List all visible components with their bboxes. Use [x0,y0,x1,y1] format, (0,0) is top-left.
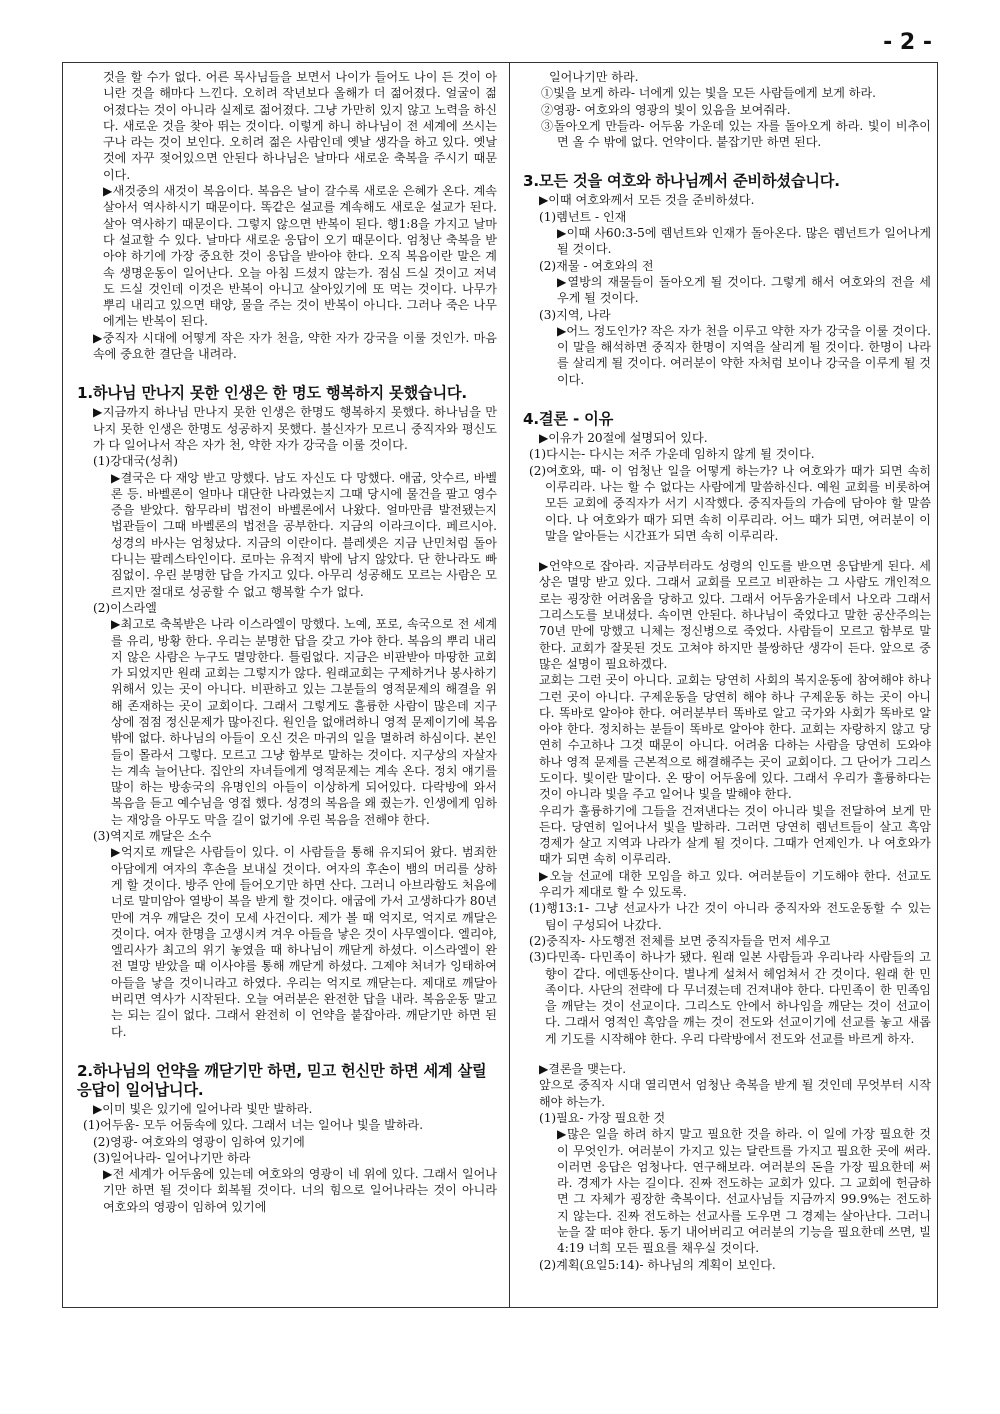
paragraph: (1)행13:1- 그냥 선교사가 나간 것이 아니라 중직자와 전도운동할 수 있는 팀이 구성되어 나갔다. [529,901,931,932]
paragraph: ▶이유가 20절에 설명되어 있다. [539,431,708,446]
paragraph: 것을 할 수가 없다. 어른 목사님들을 보면서 나이가 들어도 나이 든 것이 아니란 것을 해마다 느낀다. 오히려 작년보다 올해가 더 젊어졌다. 얼굴이 젊어졌다는 것이 아니라 실제로 젊어졌다. 그냥 가만히 있지 않고 노력을 하신다. 새로운 것을 찾아 뛰는 것이다. 이렇게 하니 하나님이 전 세계에 쓰시는구나 라는 것이 보인다. 오히려 젊은 사람인데 옛날 생각을 하고 있다. 옛날 것에 자꾸 젖어있으면 안된다 하나님은 날마다 새로운 축복을 주시기 때문이다. [103,70,497,182]
paragraph: 앞으로 중직자 시대 열리면서 엄청난 축복을 받게 될 것인데 무엇부터 시작해야 하는가. [539,1078,931,1109]
paragraph: ▶이미 빛은 있기에 일어나라 빛만 발하라. [93,1101,313,1116]
spacer [523,1047,931,1061]
paragraph: ①빛을 보게 하라- 너에게 있는 빛을 모든 사람들에게 보게 하라. [541,86,877,101]
document-frame [62,62,938,1308]
paragraph: 우리가 훌륭하기에 그들을 건져낸다는 것이 아니라 빛을 전달하여 보게 만든다. 당연히 일어나서 빛을 발하라. 그러면 당연히 렘넌트들이 살고 흑암경제가 살고 지역과 나라가 살게 될 것이다. 그때가 언제인가. 나 여호와가 때가 되면 속히 이루리라. [539,803,931,867]
section-heading: 1.하나님 만나지 못한 인생은 한 명도 행복하지 못했습니다. [77,384,467,403]
paragraph: ▶중직자 시대에 어떻게 작은 자가 천을, 약한 자가 강국을 이룰 것인가. 마음속에 중요한 결단을 내려라. [93,330,497,362]
right-column [523,69,931,1301]
paragraph: ▶이때 사60:3-5에 렘넌트와 인재가 돌아온다. 많은 렘넌트가 일어나게 될 것이다. [557,226,931,257]
paragraph: (1)강대국(성취) [93,454,178,469]
paragraph: ▶새것중의 새것이 복음이다. 복음은 날이 갈수록 새로운 은혜가 온다. 계속 살아서 역사하시기 때문이다. 똑같은 설교를 계속해도 새로운 설교가 된다. 살아 역사하기 때문이다. 그렇지 않으면 반복이 된다. 행1:8을 가지고 날마다 설교할 수 있다. 날마다 새로운 응답이 오기 때문이다. 엄청난 축복을 받아야 하기에 가장 중요한 것이 응답을 받아야 한다. 오직 복음이란 말은 계속 생명운동이 일어난다. 오늘 아침 드셨지 않는가. 점심 드실 것이고 저녁도 드실 것인데 이것은 반복이 아니고 살아있기에 또 먹는 것이다. 나무가 뿌리 내리고 있으면 태양, 물을 주는 것이 반복이 아니다. 그러나 죽은 나무에게는 반복이 된다. [103,184,497,329]
paragraph: (2)계획(요일5:14)- 하나님의 계획이 보인다. [539,1257,776,1272]
spacer [523,544,931,558]
paragraph: ③돌아오게 만들라- 어두움 가운데 있는 자를 돌아오게 하라. 빛이 비추이면 올 수 밖에 없다. 언약이다. 붙잡기만 하면 된다. [541,118,931,150]
paragraph: ▶열방의 재물들이 돌아오게 될 것이다. 그렇게 해서 여호와의 전을 세우게 될 것이다. [557,274,931,306]
left-column [77,69,497,1301]
paragraph: (3)일어나라- 일어나기만 하라 [93,1150,251,1165]
paragraph: ②영광- 여호와의 영광의 빛이 있음을 보여줘라. [541,102,791,117]
paragraph: ▶지금까지 하나님 만나지 못한 인생은 한명도 행복하지 못했다. 하나님을 만나지 못한 인생은 한명도 성공하지 못했다. 불신자가 모르니 중직자와 평신도가 다 일어나서 작은 자가 천, 약한 자가 강국을 이룰 것이다. [93,405,497,452]
section-heading: 2.하나님의 언약을 깨닫기만 하면, 믿고 헌신만 하면 세계 살릴 응답이 일어납니다. [77,1061,487,1099]
paragraph: (2)이스라엘 [93,600,157,615]
paragraph: ▶결론을 맺는다. [539,1062,627,1077]
paragraph: ▶억지로 깨달은 사람들이 있다. 이 사람들을 통해 유지되어 왔다. 범죄한 아담에게 여자의 후손을 보내실 것이다. 여자의 후손이 뱀의 머리를 상하게 할 것이다. 방주 안에 들어오기만 하면 산다. 그러니 아브라함도 처음에 너로 말미암아 열방이 복을 받게 할 것이다. 애굽에 가서 고생하다가 80년 만에 겨우 깨달은 것이 모세 사건이다. 제가 볼 때 억지로, 억지로 깨달은 것이다. 여자 한명을 고생시켜 겨우 아들을 낳은 것이 사무엘이다. 엘리야, 엘리사가 최고의 위기 놓였을 때 하나님이 깨닫게 하셨다. 이스라엘이 완전 멸망 받았을 때 이사야를 통해 깨닫게 하셨다. 그제야 처녀가 잉태하여 아들을 낳을 것이니라고 하였다. 우리는 억지로 깨닫는다. 제대로 깨달아 버리면 역사가 시작된다. 오늘 여러분은 완전한 답을 내라. 복음운동 말고는 되는 길이 없다. 그래서 완전히 이 언약을 붙잡아라. 깨닫기만 하면 된다. [111,845,497,1039]
paragraph: (3)다민족- 다민족이 하나가 됐다. 원래 일본 사람들과 우리나라 사람들의 고향이 같다. 에덴동산이다. 별나게 설쳐서 헤엄쳐서 간 것이다. 원래 한 민족이다. 사단의 전략에 다 무너졌는데 건져내야 한다. 다민족이 한 민족임을 깨닫는 것이 선교이다. 그리스도 안에서 하나임을 깨닫는 것이 선교이다. 그래서 영적인 흑암을 깨는 것이 전도와 선교이기에 선교를 놓고 새롭게 기도를 시작해야 한다. 우리 다락방에서 전도와 선교를 바르게 하자. [529,950,931,1046]
section-heading: 3.모든 것을 여호와 하나님께서 준비하셨습니다. [523,172,840,191]
paragraph: (3)지역, 나라 [539,307,611,322]
paragraph: (1)다시는- 다시는 저주 가운데 임하지 않게 될 것이다. [529,447,815,462]
paragraph: 일어나기만 하라. [549,70,639,84]
paragraph: ▶많은 일을 하려 하지 말고 필요한 것을 하라. 이 일에 가장 필요한 것이 무엇인가. 여러분이 가지고 있는 달란트를 가지고 필요한 곳에 써라. 이러면 응답은 엄청나다. 연구해보라. 여러분의 돈을 가장 필요한데 써라. 경제가 사는 길이다. 진짜 전도하는 교회가 있다. 그 교회에 헌금하면 그 자체가 굉장한 축복이다. 선교사님들 지금까지 99.9%는 전도하지 않는다. 진짜 전도하는 선교사를 도우면 그 경제는 살아난다. 그러니 눈을 잘 떠야 한다. 동기 내어버리고 여러분의 기능을 필요한데 쓰면, 빌4:19 너희 모든 필요를 채우실 것이다. [557,1127,931,1256]
paragraph: (2)중직자- 사도행전 전체를 보면 중직자들을 먼저 세우고 [529,933,831,948]
paragraph: (2)재물 - 여호와의 전 [539,258,654,273]
paragraph: ▶전 세계가 어두움에 있는데 여호와의 영광이 네 위에 있다. 그래서 일어나기만 하면 될 것이다 회복될 것이다. 너의 힘으로 일어나라는 것이 아니라 여호와의 영광이 임하여 있기에 [103,1167,497,1214]
paragraph: ▶언약으로 잡아라. 지금부터라도 성령의 인도를 받으면 응답받게 된다. 세상은 멸망 받고 있다. 그래서 교회를 모르고 비판하는 그 사람도 개인적으로는 굉장한 어려움을 당하고 있다. 그래서 어두움가운데서 나오라 그래서 그리스도를 보내셨다. 속이면 안된다. 하나님이 죽었다고 말한 공산주의는 70년 만에 망했고 니체는 정신병으로 죽었다. 사람들이 모르고 함부로 말한다. 교회가 잘못된 것도 고쳐야 하지만 불쌍하단 생각이 든다. 앞으로 중 많은 설명이 필요하겠다. [539,559,931,671]
paragraph: ▶오늘 선교에 대한 모임을 하고 있다. 여러분들이 기도해야 한다. 선교도 우리가 제대로 할 수 있도록. [539,868,931,900]
paragraph: (1)필요- 가장 필요한 것 [539,1110,666,1125]
paragraph: 교회는 그런 곳이 아니다. 교회는 당연히 사회의 복지운동에 참여해야 하나 그런 곳이 아니다. 구제운동을 당연히 해야 하나 구제운동 하는 곳이 아니다. 똑바로 알아야 한다. 여러분부터 똑바로 알고 국가와 사회가 똑바로 알아야 한다. 정치하는 분들이 똑바로 알아야 한다. 교회는 자랑하지 않고 당연히 수고하나 그것 때문이 아니다. 어려움 다하는 사람을 당연히 도와야 하나 영적 문제를 근본적으로 해결해주는 곳이 교회이다. 그 단어가 그리스도이다. 빛이란 말이다. 온 땅이 어두움에 있다. 그래서 우리가 훌륭하다는 것이 아니라 빛을 주고 일어나 빛을 발해야 한다. [539,673,931,802]
paragraph: (3)역지로 깨달은 소수 [93,829,212,844]
paragraph: ▶어느 정도인가? 작은 자가 천을 이루고 약한 자가 강국을 이룰 것이다. 이 말을 해석하면 중직자 한명이 지역을 살리게 될 것이다. 한명이 나라를 살리게 될 것이다. 여러분이 약한 자처럼 보이나 강국을 이루게 될 것이다. [557,323,931,387]
paragraph: ▶결국은 다 재앙 받고 망했다. 남도 자신도 다 망했다. 애굽, 앗수르, 바벨론 등. 바벨론이 얼마나 대단한 나라였는지 그때 당시에 물건을 팔고 영수증을 받았다. 함무라비 법전이 바벨론에서 나왔다. 얼마만큼 발전됐는지 법관들이 그때 바벨론의 법전을 공부한다. 지금의 이라크이다. 페르시아. 성경의 바사는 엄청났다. 지금의 이란이다. 블레셋은 지금 난민처럼 돌아다니는 팔레스타인이다. 로마는 유적지 밖에 남지 않았다. 단 한나라도 빠짐없이. 우린 분명한 답을 가지고 있다. 아무리 성공해도 모르는 사람은 모르지만 절대로 성공할 수 없고 행복할 수가 없다. [111,470,497,599]
section-heading: 4.결론 - 이유 [523,410,614,429]
paragraph: (2)여호와, 때- 이 엄청난 일을 어떻게 하는가? 나 여호와가 때가 되면 속히 이루리라. 나는 할 수 없다는 사람에게 말씀하신다. 예원 교회를 비롯하여 모든 교회에 중직자가 서기 시작했다. 중직자들의 가슴에 담아야 할 말씀이다. 나 여호와가 때가 되면 속히 이루리라. 어느 때가 되면, 여러분이 이 말을 알아듣는 시간표가 되면 속히 이루리라. [529,463,931,543]
paragraph: (1)어두움- 모두 어둠속에 있다. 그래서 너는 일어나 빛을 발하라. [83,1118,424,1133]
column-divider [509,63,510,1307]
paragraph: (1)렘넌트 - 인재 [539,209,627,224]
paragraph: (2)영광- 여호와의 영광이 임하여 있기에 [93,1134,305,1149]
page-number: - 2 - [883,30,932,55]
paragraph: ▶이때 여호와께서 모든 것을 준비하셨다. [539,193,755,208]
paragraph: ▶최고로 축복받은 나라 이스라엘이 망했다. 노예, 포로, 속국으로 전 세계를 유리, 방황 한다. 우리는 분명한 답을 갖고 가야 한다. 복음의 뿌리 내리지 않은 사람은 누구도 멸망한다. 틀림없다. 지금은 비판받아 마땅한 교회가 되었지만 원래 교회는 그렇지가 않다. 원래교회는 구제하거나 봉사하기 위해서 있는 곳이 아니다. 비판하고 있는 그분들의 영적문제의 해결을 위해 존재하는 곳이 교회이다. 그래서 그렇게도 훌륭한 사람이 많은데 지구상에 점점 정신문제가 많아진다. 원인을 없애려하니 영적 문제이기에 복음밖에 없다. 하나님의 아들이 오신 것은 마귀의 일을 멸하려 하심이다. 본인들이 몰라서 그렇다. 모르고 그냥 함부로 말하는 것이다. 지구상의 자살자는 계속 늘어난다. 집안의 자녀들에게 영적문제는 계속 온다. 정치 얘기를 많이 하는 방송국의 유명인의 아들이 이상하게 되어있다. 다락방에 와서 복음을 듣고 예수님을 영접 했다. 성경의 복음을 왜 줬는가. 인생에게 임하는 재앙을 아무도 막을 길이 없기에 우린 복음을 전해야 한다. [111,617,497,827]
